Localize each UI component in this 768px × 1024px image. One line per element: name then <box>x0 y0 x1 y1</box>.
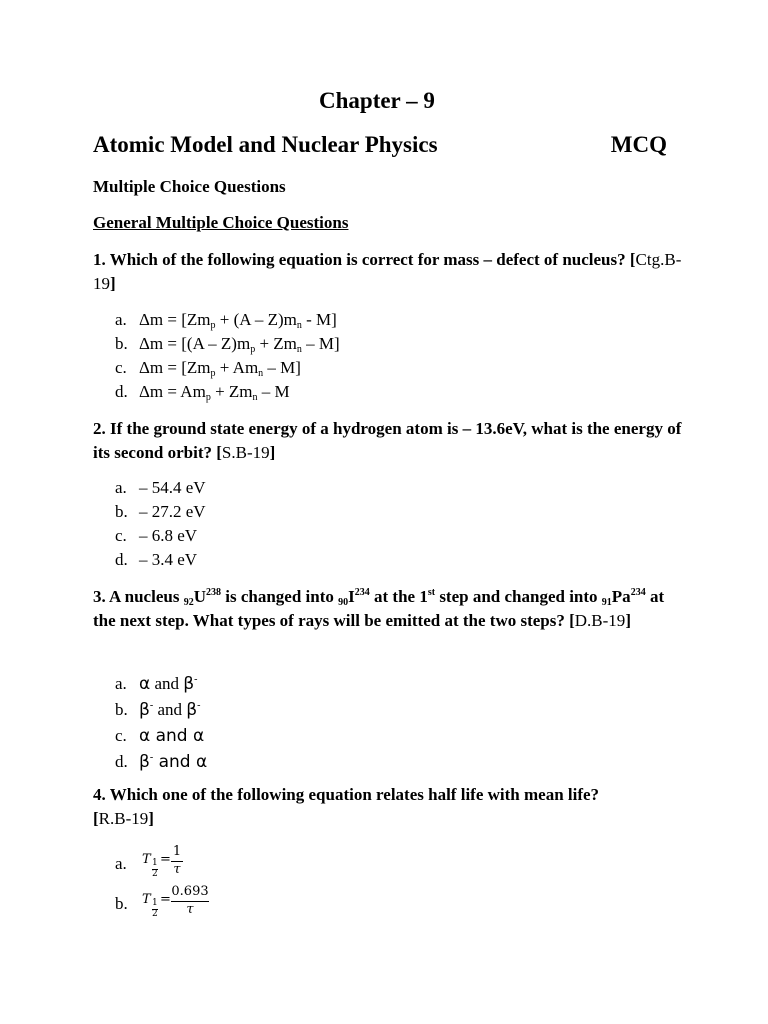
question-2-close: ] <box>269 443 276 462</box>
chapter-title: Atomic Model and Nuclear Physics <box>93 132 438 157</box>
question-2-source: S.B-19 <box>221 443 270 462</box>
option-3c[interactable]: c. α and α <box>115 726 205 746</box>
option-3b[interactable]: b. β- and β- <box>115 700 201 720</box>
option-2a[interactable]: a. – 54.4 eV <box>115 478 206 497</box>
question-1-text: 1. Which of the following equation is correct for mass – defect of nucleus? [ <box>93 250 636 269</box>
question-3-source: D.B-19 <box>574 611 626 630</box>
option-1a[interactable]: a. $\Delta m = [Zm_p + (A - Z)m_n - M]$ <box>115 310 337 331</box>
question-4-source: R.B-19 <box>98 809 149 828</box>
chapter-heading: Chapter – 9 <box>319 88 435 113</box>
option-2c[interactable]: c. – 6.8 eV <box>115 526 198 545</box>
question-3-options <box>115 671 207 775</box>
mcq-label: MCQ <box>610 132 667 157</box>
option-3a[interactable]: a. α and β- <box>115 674 198 694</box>
option-1c[interactable]: c. $\Delta m = [Zm_p + Am_n - M]$ <box>115 358 301 379</box>
question-2-text: 2. If the ground state energy of a hydrogen atom is – 13.6eV, what is the energy of its second orbit? [ <box>93 419 682 462</box>
question-2-options <box>115 476 206 572</box>
question-1-options <box>115 308 340 404</box>
option-2d[interactable]: d. – 3.4 eV <box>115 550 198 569</box>
question-2 <box>93 417 683 465</box>
question-3: 3. A nucleus $_{92}U^{238}$ is changed into $_{90}I^{234}$ at the 1st step and changed into $_{91}Pa^{234}$ at the next step. What types of rays will be emitted at the two steps? [D.B-19] <box>93 587 665 630</box>
option-1d[interactable]: d. $\Delta m = Am_p + Zm_n - M$ <box>115 382 290 403</box>
question-1 <box>93 248 683 296</box>
question-4-text: 4. Which one of the following equation relates half life with mean life? <box>93 785 600 804</box>
question-4: 4. Which one of the following equation relates half life with mean life? [R.B-19] <box>93 785 600 828</box>
subtitle: Multiple Choice Questions <box>93 177 286 196</box>
question-1-close: ] <box>110 274 116 293</box>
option-1b[interactable]: b. $\Delta m = [(A - Z)m_p + Zm_n - M]$ <box>115 334 340 355</box>
section-heading: General Multiple Choice Questions <box>93 213 349 232</box>
title-row <box>93 132 667 158</box>
option-3d[interactable]: d. β- and α <box>115 752 208 772</box>
option-2b[interactable]: b. – 27.2 eV <box>115 502 206 521</box>
question-1-source: Ctg.B-19 <box>93 250 682 293</box>
